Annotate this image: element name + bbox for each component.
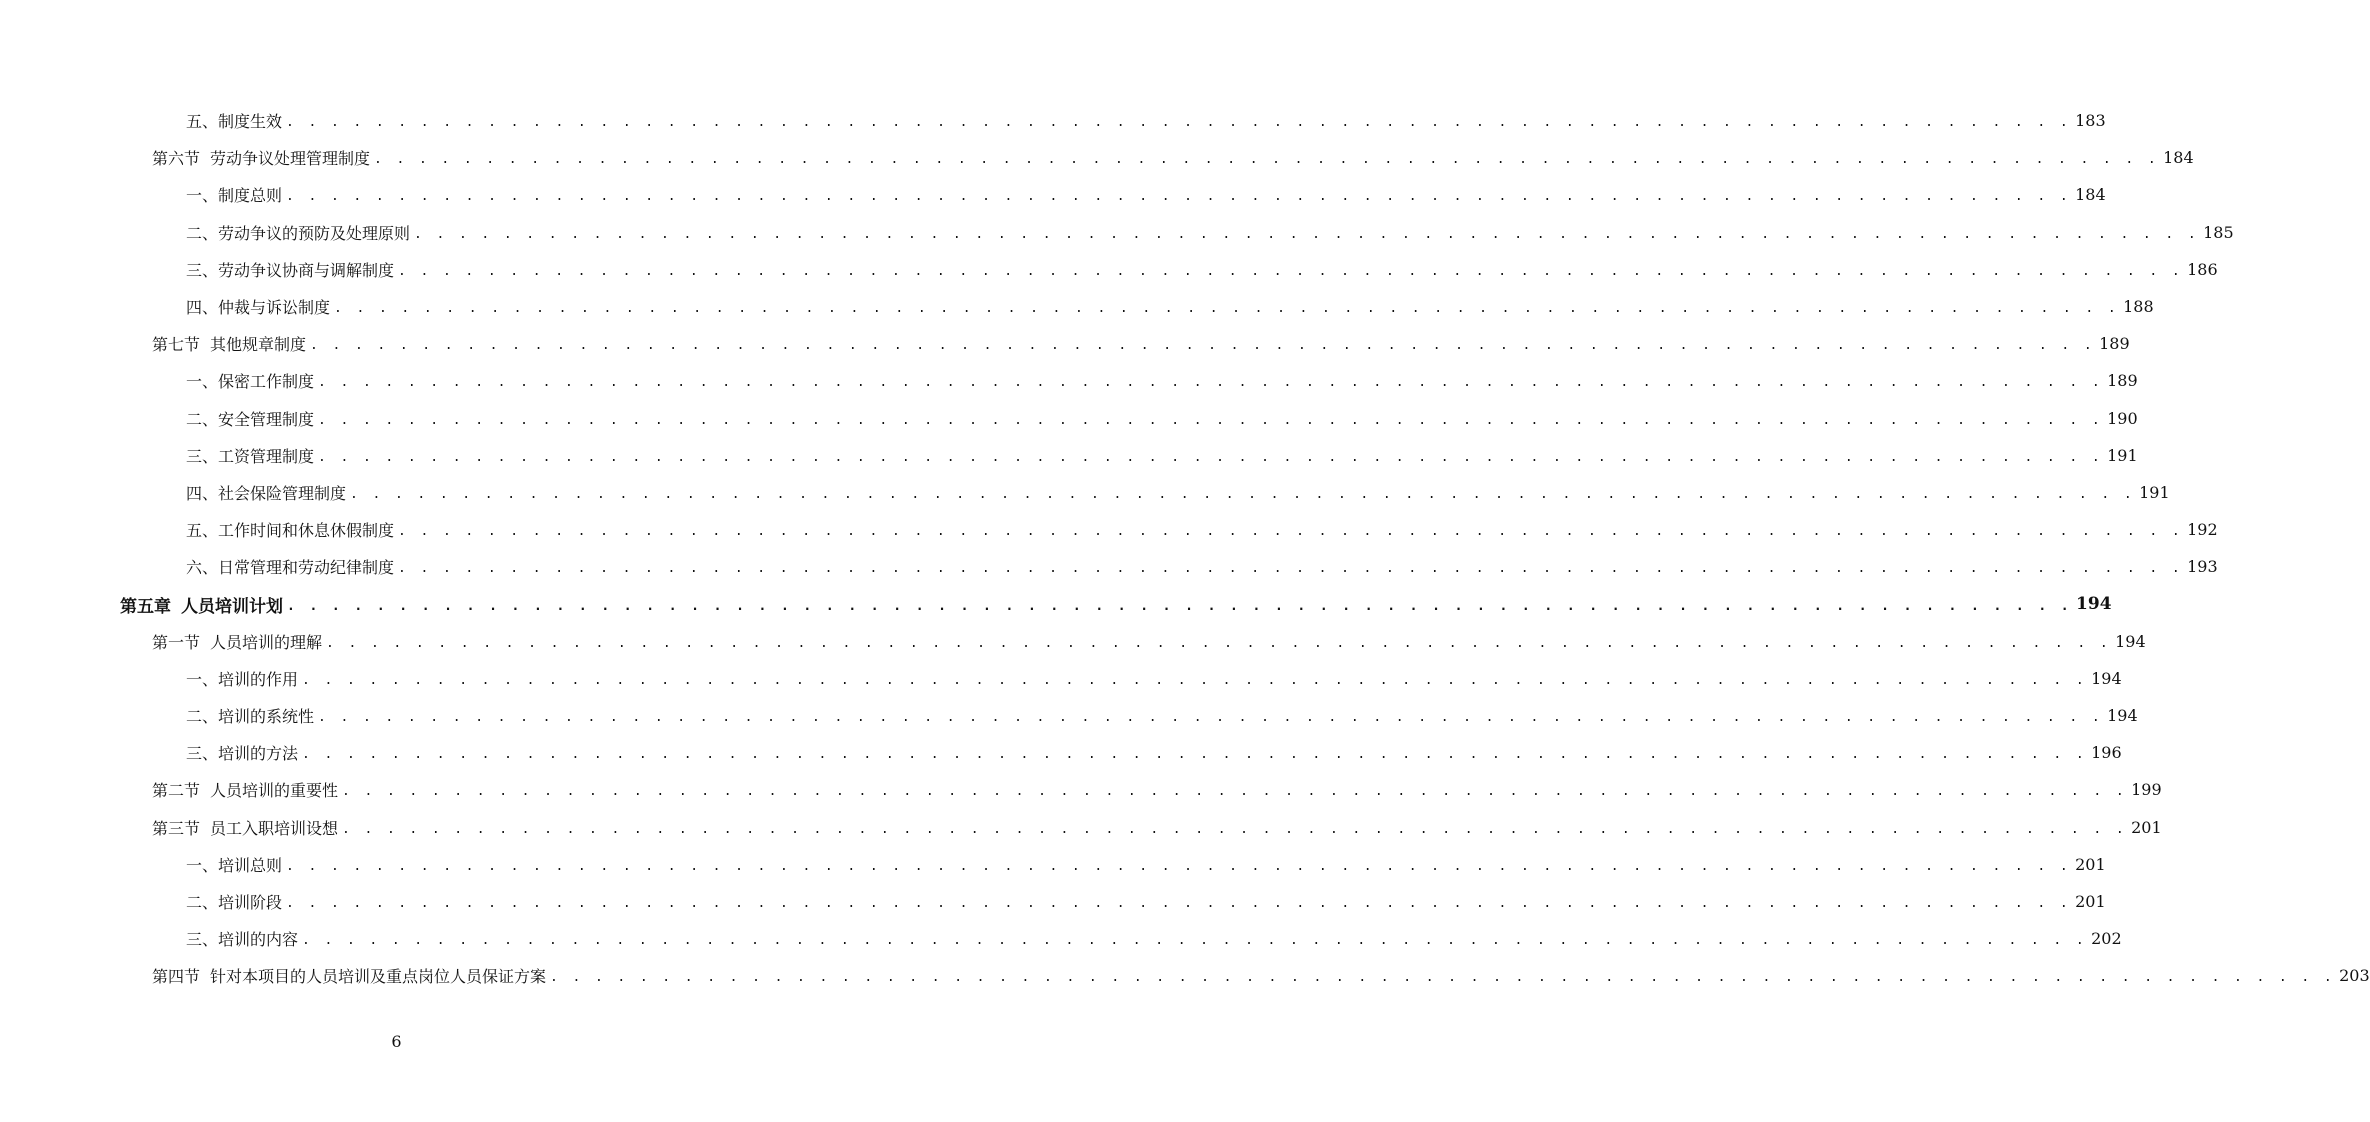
- toc-entry-page: 190: [2107, 408, 2138, 428]
- toc-leader-dots: . . . . . . . . . . . . . . . . . . . . . . . . . . . . . . . . . . . . . . . . . . . . . . . . . . . . . . . . . . . . . . . . . . . . . . . . . . . . . . . .: [318, 710, 2104, 726]
- table-of-contents: [0, 102, 2370, 995]
- toc-entry-page: 194: [2076, 594, 2112, 615]
- toc-entry-text: 培训的系统性: [218, 707, 315, 727]
- toc-entry[interactable]: [0, 623, 2146, 660]
- page-number: 6: [391, 1032, 402, 1051]
- toc-entry[interactable]: [0, 548, 2218, 585]
- toc-leader-dots: . . . . . . . . . . . . . . . . . . . . . . . . . . . . . . . . . . . . . . . . . . . . . . . . . . . . . . . . . . . . . . . . . . . . . . . . . . . . . . . .: [286, 189, 2072, 205]
- toc-entry-number: 二、: [186, 707, 219, 727]
- toc-entry-page: 194: [2107, 706, 2138, 726]
- toc-entry-text: 培训的内容: [218, 930, 299, 950]
- toc-entry-page: 188: [2123, 297, 2154, 317]
- toc-entry-title: [186, 741, 298, 764]
- toc-entry-number: 五、: [186, 112, 219, 132]
- toc-leader-dots: . . . . . . . . . . . . . . . . . . . . . . . . . . . . . . . . . . . . . . . . . . . . . . . . . . . . . . . . . . . . . . . . . . . . . . . . . . . . . . . .: [318, 412, 2104, 428]
- toc-entry[interactable]: [0, 809, 2162, 846]
- toc-entry-page: 199: [2131, 780, 2162, 800]
- toc-entry-number: 第六节: [152, 149, 201, 169]
- toc-entry-page: 202: [2091, 929, 2122, 949]
- toc-entry-title: [186, 258, 394, 281]
- toc-entry-title: [152, 778, 338, 801]
- toc-leader-dots: . . . . . . . . . . . . . . . . . . . . . . . . . . . . . . . . . . . . . . . . . . . . . . . . . . . . . . . . . . . . . . . . . . . . . . . . . . . . . . . .: [302, 933, 2088, 949]
- toc-entry-text: 仲裁与诉讼制度: [218, 298, 331, 318]
- toc-entry[interactable]: [0, 214, 2234, 251]
- toc-entry-number: 二、: [186, 893, 219, 913]
- toc-entry-number: 第三节: [152, 818, 201, 838]
- toc-entry-title: [186, 109, 282, 132]
- toc-entry[interactable]: [0, 362, 2138, 399]
- toc-entry-title: [186, 444, 314, 467]
- toc-entry-page: 189: [2099, 334, 2130, 354]
- toc-entry-number: 五、: [186, 521, 219, 541]
- toc-entry-text: 人员培训的理解: [210, 632, 323, 652]
- toc-entry-text: 培训阶段: [218, 893, 283, 913]
- toc-entry-text: 工作时间和休息休假制度: [218, 521, 395, 541]
- toc-entry-page: 189: [2107, 371, 2138, 391]
- toc-entry-page: 184: [2163, 148, 2194, 168]
- toc-entry-page: 191: [2139, 482, 2170, 502]
- toc-entry-text: 人员培训计划: [181, 596, 283, 617]
- toc-entry-title: [186, 407, 314, 430]
- toc-entry-number: 一、: [186, 855, 219, 875]
- toc-entry-title: [152, 630, 322, 653]
- toc-entry[interactable]: [0, 920, 2122, 957]
- toc-entry[interactable]: [0, 139, 2194, 176]
- toc-entry-page: 191: [2107, 445, 2138, 465]
- toc-entry-number: 四、: [186, 483, 219, 503]
- toc-leader-dots: . . . . . . . . . . . . . . . . . . . . . . . . . . . . . . . . . . . . . . . . . . . . . . . . . . . . . . . . . . . . . . . . . . . . . . . . . . . . . . . .: [286, 858, 2072, 874]
- toc-entry-text: 工资管理制度: [218, 446, 315, 466]
- toc-entry-text: 员工入职培训设想: [210, 818, 339, 838]
- toc-entry-number: 三、: [186, 744, 219, 764]
- toc-entry-text: 安全管理制度: [218, 409, 315, 429]
- toc-entry-number: 一、: [186, 669, 219, 689]
- toc-entry-title: [186, 518, 394, 541]
- toc-leader-dots: . . . . . . . . . . . . . . . . . . . . . . . . . . . . . . . . . . . . . . . . . . . . . . . . . . . . . . . . . . . . . . . . . . . . . . . . . . . . . . . .: [286, 115, 2072, 131]
- toc-entry[interactable]: [0, 846, 2106, 883]
- toc-entry[interactable]: [0, 511, 2218, 548]
- toc-entry-page: 201: [2131, 817, 2162, 837]
- toc-entry[interactable]: [0, 697, 2138, 734]
- toc-entry-number: 一、: [186, 186, 219, 206]
- toc-entry-text: 培训的方法: [218, 744, 299, 764]
- toc-leader-dots: . . . . . . . . . . . . . . . . . . . . . . . . . . . . . . . . . . . . . . . . . . . . . . . . . . . . . . . . . . . . . . . . . . . . . . . . . . . . . . . .: [414, 226, 2200, 242]
- toc-entry-text: 其他规章制度: [210, 335, 307, 355]
- toc-entry-title: [186, 481, 346, 504]
- toc-entry-page: 183: [2075, 111, 2106, 131]
- toc-entry-number: 四、: [186, 298, 219, 318]
- toc-entry-number: 三、: [186, 446, 219, 466]
- toc-entry-page: 196: [2091, 743, 2122, 763]
- toc-entry-number: 第四节: [152, 967, 201, 987]
- toc-leader-dots: . . . . . . . . . . . . . . . . . . . . . . . . . . . . . . . . . . . . . . . . . . . . . . . . . . . . . . . . . . . . . . . . . . . . . . . . . . . . . . . .: [398, 561, 2184, 577]
- toc-leader-dots: . . . . . . . . . . . . . . . . . . . . . . . . . . . . . . . . . . . . . . . . . . . . . . . . . . . . . . . . . . . . . . . . . . . . . . . . . . . . . . . .: [287, 598, 2073, 614]
- toc-entry-page: 201: [2075, 892, 2106, 912]
- toc-entry-text: 针对本项目的人员培训及重点岗位人员保证方案: [210, 967, 547, 987]
- toc-entry-page: 194: [2091, 668, 2122, 688]
- toc-entry-text: 培训的作用: [218, 669, 299, 689]
- toc-entry-number: 二、: [186, 409, 219, 429]
- toc-leader-dots: . . . . . . . . . . . . . . . . . . . . . . . . . . . . . . . . . . . . . . . . . . . . . . . . . . . . . . . . . . . . . . . . . . . . . . . . . . . . . . . .: [374, 152, 2160, 168]
- toc-leader-dots: . . . . . . . . . . . . . . . . . . . . . . . . . . . . . . . . . . . . . . . . . . . . . . . . . . . . . . . . . . . . . . . . . . . . . . . . . . . . . . . .: [350, 486, 2136, 502]
- toc-leader-dots: . . . . . . . . . . . . . . . . . . . . . . . . . . . . . . . . . . . . . . . . . . . . . . . . . . . . . . . . . . . . . . . . . . . . . . . . . . . . . . . .: [342, 821, 2128, 837]
- toc-entry-page: 186: [2187, 259, 2218, 279]
- toc-entry-number: 第五章: [120, 596, 171, 617]
- toc-entry-number: 六、: [186, 558, 219, 578]
- toc-entry[interactable]: [0, 771, 2162, 808]
- toc-entry-number: 三、: [186, 930, 219, 950]
- toc-leader-dots: . . . . . . . . . . . . . . . . . . . . . . . . . . . . . . . . . . . . . . . . . . . . . . . . . . . . . . . . . . . . . . . . . . . . . . . . . . . . . . . .: [310, 338, 2096, 354]
- toc-entry-page: 185: [2203, 222, 2234, 242]
- toc-entry[interactable]: [0, 102, 2106, 139]
- toc-entry-number: 第二节: [152, 781, 201, 801]
- toc-entry-number: 第七节: [152, 335, 201, 355]
- toc-entry-page: 184: [2075, 185, 2106, 205]
- toc-leader-dots: . . . . . . . . . . . . . . . . . . . . . . . . . . . . . . . . . . . . . . . . . . . . . . . . . . . . . . . . . . . . . . . . . . . . . . . . . . . . . . . .: [550, 970, 2336, 986]
- toc-entry-text: 社会保险管理制度: [218, 483, 347, 503]
- toc-entry-title: [186, 221, 410, 244]
- toc-entry[interactable]: [0, 957, 2370, 994]
- toc-entry[interactable]: [0, 437, 2138, 474]
- toc-entry[interactable]: [0, 734, 2122, 771]
- toc-entry-page: 194: [2115, 631, 2146, 651]
- toc-entry-number: 三、: [186, 260, 219, 280]
- toc-entry-title: [186, 853, 282, 876]
- toc-entry-text: 劳动争议处理管理制度: [210, 149, 371, 169]
- toc-leader-dots: . . . . . . . . . . . . . . . . . . . . . . . . . . . . . . . . . . . . . . . . . . . . . . . . . . . . . . . . . . . . . . . . . . . . . . . . . . . . . . . .: [302, 747, 2088, 763]
- toc-leader-dots: . . . . . . . . . . . . . . . . . . . . . . . . . . . . . . . . . . . . . . . . . . . . . . . . . . . . . . . . . . . . . . . . . . . . . . . . . . . . . . . .: [334, 301, 2120, 317]
- toc-entry-title: [152, 332, 306, 355]
- toc-entry-title: [186, 704, 314, 727]
- toc-entry-text: 培训总则: [218, 855, 283, 875]
- toc-entry[interactable]: [0, 400, 2138, 437]
- toc-entry-text: 制度总则: [218, 186, 283, 206]
- toc-entry-title: [186, 295, 330, 318]
- toc-entry-text: 保密工作制度: [218, 372, 315, 392]
- toc-entry-page: 201: [2075, 854, 2106, 874]
- toc-entry-title: [152, 146, 370, 169]
- toc-entry-page: 203: [2339, 966, 2370, 986]
- toc-entry[interactable]: [0, 288, 2154, 325]
- toc-leader-dots: . . . . . . . . . . . . . . . . . . . . . . . . . . . . . . . . . . . . . . . . . . . . . . . . . . . . . . . . . . . . . . . . . . . . . . . . . . . . . . . .: [398, 263, 2184, 279]
- toc-entry-title: [186, 183, 282, 206]
- toc-leader-dots: . . . . . . . . . . . . . . . . . . . . . . . . . . . . . . . . . . . . . . . . . . . . . . . . . . . . . . . . . . . . . . . . . . . . . . . . . . . . . . . .: [318, 449, 2104, 465]
- toc-entry-number: 二、: [186, 223, 219, 243]
- toc-leader-dots: . . . . . . . . . . . . . . . . . . . . . . . . . . . . . . . . . . . . . . . . . . . . . . . . . . . . . . . . . . . . . . . . . . . . . . . . . . . . . . . .: [398, 524, 2184, 540]
- toc-entry-title: [152, 816, 338, 839]
- toc-entry-text: 制度生效: [218, 112, 283, 132]
- toc-entry-title: [186, 369, 314, 392]
- toc-entry-text: 劳动争议的预防及处理原则: [218, 223, 411, 243]
- toc-entry[interactable]: [0, 325, 2130, 362]
- toc-entry-page: 193: [2187, 557, 2218, 577]
- toc-leader-dots: . . . . . . . . . . . . . . . . . . . . . . . . . . . . . . . . . . . . . . . . . . . . . . . . . . . . . . . . . . . . . . . . . . . . . . . . . . . . . . . .: [302, 672, 2088, 688]
- toc-entry-title: [120, 592, 283, 617]
- toc-entry-title: [186, 555, 394, 578]
- toc-entry[interactable]: [0, 176, 2106, 213]
- toc-entry-title: [186, 890, 282, 913]
- toc-leader-dots: . . . . . . . . . . . . . . . . . . . . . . . . . . . . . . . . . . . . . . . . . . . . . . . . . . . . . . . . . . . . . . . . . . . . . . . . . . . . . . . .: [342, 784, 2128, 800]
- toc-entry-title: [186, 927, 298, 950]
- toc-entry[interactable]: [0, 660, 2122, 697]
- toc-entry[interactable]: [0, 251, 2218, 288]
- toc-entry[interactable]: [0, 585, 2112, 622]
- toc-entry-text: 人员培训的重要性: [210, 781, 339, 801]
- toc-entry[interactable]: [0, 883, 2106, 920]
- toc-entry[interactable]: [0, 474, 2170, 511]
- toc-entry-title: [152, 964, 546, 987]
- toc-entry-number: 一、: [186, 372, 219, 392]
- toc-leader-dots: . . . . . . . . . . . . . . . . . . . . . . . . . . . . . . . . . . . . . . . . . . . . . . . . . . . . . . . . . . . . . . . . . . . . . . . . . . . . . . . .: [286, 896, 2072, 912]
- toc-entry-number: 第一节: [152, 632, 201, 652]
- toc-leader-dots: . . . . . . . . . . . . . . . . . . . . . . . . . . . . . . . . . . . . . . . . . . . . . . . . . . . . . . . . . . . . . . . . . . . . . . . . . . . . . . . .: [326, 635, 2112, 651]
- toc-entry-text: 劳动争议协商与调解制度: [218, 260, 395, 280]
- toc-entry-title: [186, 667, 298, 690]
- toc-leader-dots: . . . . . . . . . . . . . . . . . . . . . . . . . . . . . . . . . . . . . . . . . . . . . . . . . . . . . . . . . . . . . . . . . . . . . . . . . . . . . . . .: [318, 375, 2104, 391]
- toc-entry-text: 日常管理和劳动纪律制度: [218, 558, 395, 578]
- toc-entry-page: 192: [2187, 520, 2218, 540]
